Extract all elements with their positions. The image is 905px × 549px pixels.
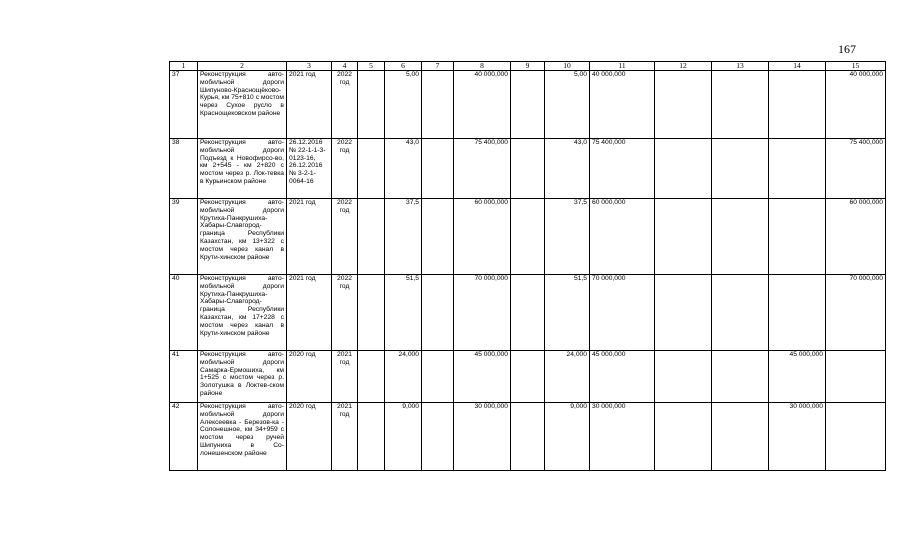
cell-col-9 (511, 199, 545, 275)
cell-col-4: 2021 год (332, 403, 358, 471)
cell-col-3: 2021 год (287, 199, 332, 275)
cell-col-10: 37,5 (545, 199, 590, 275)
cell-col-10: 5,00 (545, 71, 590, 139)
program-table (169, 61, 886, 471)
col-5-header: 5 (358, 62, 385, 71)
cell-col-10: 9,000 (545, 403, 590, 471)
table-row (170, 275, 886, 351)
row-number: 41 (170, 351, 198, 403)
cell-col-13 (712, 403, 769, 471)
cell-col-7 (422, 139, 454, 199)
cell-col-4: 2022 год (332, 199, 358, 275)
cell-col-15: 75 400,000 (826, 139, 886, 199)
cell-col-5 (358, 403, 385, 471)
cell-col-12 (655, 351, 712, 403)
cell-col-11: 30 000,000 (590, 403, 655, 471)
cell-col-8: 70 000,000 (454, 275, 511, 351)
cell-col-8: 40 000,000 (454, 71, 511, 139)
cell-col-11: 45 000,000 (590, 351, 655, 403)
object-name: Реконструкция авто-мобильной дороги Подъезд к Новофирсо-во, км 2+545 - км 2+820 с мостом через р. Лок-тевка в Курьинском районе (198, 139, 287, 199)
cell-col-12 (655, 199, 712, 275)
cell-col-12 (655, 403, 712, 471)
cell-col-8: 30 000,000 (454, 403, 511, 471)
cell-col-14 (769, 139, 826, 199)
table-row (170, 199, 886, 275)
cell-col-7 (422, 403, 454, 471)
cell-col-6: 5,00 (385, 71, 422, 139)
cell-col-13 (712, 275, 769, 351)
cell-col-6: 9,000 (385, 403, 422, 471)
cell-col-7 (422, 351, 454, 403)
table-row (170, 71, 886, 139)
cell-col-3: 2020 год (287, 351, 332, 403)
object-name: Реконструкция авто-мобильной дороги Шипуново-Краснощёково-Курья, км 75+810 с мостом через Сухое русло в Краснощековском районе (198, 71, 287, 139)
col-15-header: 15 (826, 62, 886, 71)
cell-col-10: 51,5 (545, 275, 590, 351)
cell-col-5 (358, 351, 385, 403)
cell-col-7 (422, 71, 454, 139)
cell-col-11: 70 000,000 (590, 275, 655, 351)
col-12-header: 12 (655, 62, 712, 71)
cell-col-3: 2021 год (287, 275, 332, 351)
cell-col-3: 2021 год (287, 71, 332, 139)
object-name: Реконструкция авто-мобильной дороги Крутиха-Панкрушиха-Хабары-Славгород-граница Республики Казахстан, км 17+228 с мостом через канал в Крути-хинском районе (198, 275, 287, 351)
cell-col-5 (358, 275, 385, 351)
col-8-header: 8 (454, 62, 511, 71)
cell-col-8: 75 400,000 (454, 139, 511, 199)
cell-col-9 (511, 403, 545, 471)
row-number: 39 (170, 199, 198, 275)
cell-col-8: 45 000,000 (454, 351, 511, 403)
cell-col-5 (358, 199, 385, 275)
row-number: 40 (170, 275, 198, 351)
cell-col-4: 2021 год (332, 351, 358, 403)
cell-col-15: 60 000,000 (826, 199, 886, 275)
col-13-header: 13 (712, 62, 769, 71)
cell-col-12 (655, 71, 712, 139)
cell-col-14 (769, 71, 826, 139)
cell-col-14 (769, 275, 826, 351)
cell-col-3: 2020 год (287, 403, 332, 471)
cell-col-4: 2022 год (332, 71, 358, 139)
row-number: 37 (170, 71, 198, 139)
table-row (170, 139, 886, 199)
cell-col-14 (769, 199, 826, 275)
cell-col-15 (826, 403, 886, 471)
cell-col-13 (712, 199, 769, 275)
object-name: Реконструкция авто-мобильной дороги Алексеевка - Березов-ка - Солонешное, км 34+959 с мостом через ручей Шипуниха в Со-лонешенском районе (198, 403, 287, 471)
cell-col-15: 40 000,000 (826, 71, 886, 139)
cell-col-12 (655, 139, 712, 199)
table-row (170, 351, 886, 403)
col-4-header: 4 (332, 62, 358, 71)
cell-col-5 (358, 71, 385, 139)
cell-col-14: 45 000,000 (769, 351, 826, 403)
cell-col-15: 70 000,000 (826, 275, 886, 351)
object-name: Реконструкция авто-мобильной дороги Крутиха-Панкрушиха-Хабары-Славгород-граница Республики Казахстан, км 13+322 с мостом через канал в Крути-хинском районе (198, 199, 287, 275)
cell-col-6: 43,0 (385, 139, 422, 199)
cell-col-4: 2022 год (332, 275, 358, 351)
col-10-header: 10 (545, 62, 590, 71)
cell-col-13 (712, 351, 769, 403)
col-11-header: 11 (590, 62, 655, 71)
col-9-header: 9 (511, 62, 545, 71)
col-14-header: 14 (769, 62, 826, 71)
cell-col-3: 26.12.2016 № 22-1-1-3-0123-16, 26.12.2016 № 3-2-1-0064-16 (287, 139, 332, 199)
table-row (170, 403, 886, 471)
cell-col-15 (826, 351, 886, 403)
cell-col-6: 24,000 (385, 351, 422, 403)
cell-col-11: 40 000,000 (590, 71, 655, 139)
cell-col-6: 37,5 (385, 199, 422, 275)
cell-col-14: 30 000,000 (769, 403, 826, 471)
cell-col-9 (511, 275, 545, 351)
col-6-header: 6 (385, 62, 422, 71)
col-2-header: 2 (198, 62, 287, 71)
cell-col-9 (511, 139, 545, 199)
cell-col-5 (358, 139, 385, 199)
cell-col-4: 2022 год (332, 139, 358, 199)
cell-col-9 (511, 351, 545, 403)
object-name: Реконструкция авто-мобильной дороги Самарка-Ермошиха, км 1+525 с мостом через р. Золотушка в Локтев-ском районе (198, 351, 287, 403)
col-3-header: 3 (287, 62, 332, 71)
cell-col-9 (511, 71, 545, 139)
cell-col-7 (422, 199, 454, 275)
row-number: 38 (170, 139, 198, 199)
col-7-header: 7 (422, 62, 454, 71)
cell-col-8: 60 000,000 (454, 199, 511, 275)
col-1-header: 1 (170, 62, 198, 71)
cell-col-10: 24,000 (545, 351, 590, 403)
cell-col-11: 60 000,000 (590, 199, 655, 275)
row-number: 42 (170, 403, 198, 471)
cell-col-13 (712, 139, 769, 199)
cell-col-7 (422, 275, 454, 351)
column-number-row (170, 62, 886, 71)
page-number: 167 (838, 42, 856, 56)
cell-col-6: 51,5 (385, 275, 422, 351)
cell-col-13 (712, 71, 769, 139)
cell-col-10: 43,0 (545, 139, 590, 199)
cell-col-12 (655, 275, 712, 351)
cell-col-11: 75 400,000 (590, 139, 655, 199)
